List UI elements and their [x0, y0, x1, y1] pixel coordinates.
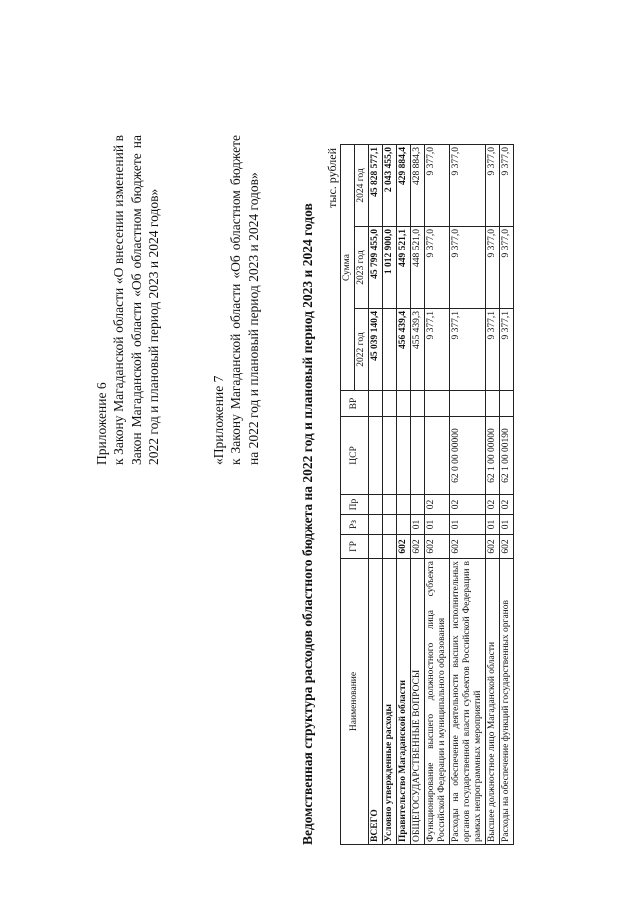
cell-amount-2023: 45 799 455,0 [369, 227, 383, 309]
cell-csr [425, 417, 450, 495]
col-vr-header: ВР [341, 391, 369, 417]
col-2024-header: 2024 год [355, 144, 369, 226]
cell-name: Правительство Магаданской области [397, 559, 411, 845]
cell-amount-2022: 456 439,4 [397, 309, 411, 391]
cell-amount-2022: 9 377,1 [450, 309, 486, 391]
cell-amount-2024: 428 884,3 [411, 144, 425, 226]
cell-amount-2022: 455 439,3 [411, 309, 425, 391]
cell-gr: 602 [486, 535, 500, 559]
cell-rz: 01 [425, 515, 450, 535]
cell-vr [397, 391, 411, 417]
cell-rz: 01 [486, 515, 500, 535]
cell-csr: 62 1 00 00000 [486, 417, 500, 495]
cell-amount-2022: 45 039 140,4 [369, 309, 383, 391]
table-row [397, 144, 411, 844]
cell-vr [425, 391, 450, 417]
col-name-header: Наименование [341, 559, 369, 845]
table-header [341, 144, 369, 844]
cell-amount-2023: 448 521,0 [411, 227, 425, 309]
cell-amount-2024: 2 043 455,0 [383, 144, 397, 226]
cell-amount-2022: 9 377,1 [425, 309, 450, 391]
cell-vr [383, 391, 397, 417]
cell-amount-2023: 9 377,0 [500, 227, 514, 309]
cell-csr: 62 1 00 00190 [500, 417, 514, 495]
budget-table [340, 144, 514, 845]
cell-csr: 62 0 00 00000 [450, 417, 486, 495]
table-row [411, 144, 425, 844]
cell-vr [500, 391, 514, 417]
annex-7-heading: «Приложение 7 [211, 375, 226, 465]
cell-pr [383, 495, 397, 515]
cell-rz [369, 515, 383, 535]
cell-csr [411, 417, 425, 495]
table-row [369, 144, 383, 844]
annex-7-header [210, 135, 262, 465]
cell-amount-2023: 9 377,0 [425, 227, 450, 309]
cell-amount-2023: 9 377,0 [450, 227, 486, 309]
cell-csr [397, 417, 411, 495]
cell-gr [369, 535, 383, 559]
table-row [425, 144, 450, 844]
cell-csr [383, 417, 397, 495]
cell-gr: 602 [450, 535, 486, 559]
cell-amount-2024: 45 828 577,1 [369, 144, 383, 226]
cell-name: Расходы на обеспечение деятельности высших исполнительных органов государственной власти субъектов Российской Федерации в рамках непрограммных мероприятий [450, 559, 486, 845]
cell-gr: 602 [500, 535, 514, 559]
cell-pr [397, 495, 411, 515]
cell-csr [369, 417, 383, 495]
col-csr-header: ЦСР [341, 417, 369, 495]
cell-amount-2022: 9 377,1 [500, 309, 514, 391]
table-row [500, 144, 514, 844]
cell-rz: 01 [450, 515, 486, 535]
annex-7-body: к Закону Магаданской области «Об областном бюджете на 2022 год и плановый период 2023 и 2024 годов» [228, 135, 261, 465]
col-rz-header: Рз [341, 515, 369, 535]
col-sum-header: Сумма [341, 144, 355, 390]
table-row [450, 144, 486, 844]
cell-amount-2022 [383, 309, 397, 391]
cell-vr [450, 391, 486, 417]
cell-rz: 01 [500, 515, 514, 535]
cell-rz [397, 515, 411, 535]
cell-vr [486, 391, 500, 417]
col-pr-header: Пр [341, 495, 369, 515]
table-row [486, 144, 500, 844]
col-2023-header: 2023 год [355, 227, 369, 309]
cell-rz [383, 515, 397, 535]
cell-name: ВСЕГО [369, 559, 383, 845]
col-2022-header: 2022 год [355, 309, 369, 391]
cell-name: Условно утвержденные расходы [383, 559, 397, 845]
cell-name: Функционирование высшего должностного лица субъекта Российской Федерации и муниципального образования [425, 559, 450, 845]
table-row [383, 144, 397, 844]
cell-gr [383, 535, 397, 559]
cell-vr [369, 391, 383, 417]
cell-pr [411, 495, 425, 515]
units-label: тыс. рублей [325, 148, 339, 208]
cell-pr [369, 495, 383, 515]
cell-gr: 602 [411, 535, 425, 559]
cell-amount-2024: 9 377,0 [450, 144, 486, 226]
cell-gr: 602 [425, 535, 450, 559]
annex-6-body: к Закону Магаданской области «О внесении изменений в Закон Магаданской области «Об областном бюджете на 2022 год и плановый период 2023 и 2024 годов» [111, 135, 161, 465]
cell-pr: 02 [500, 495, 514, 515]
cell-amount-2023: 1 012 900,0 [383, 227, 397, 309]
annex-6-heading: Приложение 6 [94, 382, 109, 465]
cell-amount-2024: 9 377,0 [486, 144, 500, 226]
cell-amount-2024: 9 377,0 [500, 144, 514, 226]
cell-vr [411, 391, 425, 417]
cell-amount-2024: 429 884,4 [397, 144, 411, 226]
cell-name: Расходы на обеспечение функций государственных органов [500, 559, 514, 845]
cell-pr: 02 [425, 495, 450, 515]
cell-name: ОБЩЕГОСУДАРСТВЕННЫЕ ВОПРОСЫ [411, 559, 425, 845]
cell-amount-2022: 9 377,1 [486, 309, 500, 391]
cell-gr: 602 [397, 535, 411, 559]
cell-pr: 02 [486, 495, 500, 515]
annex-6-header [93, 135, 162, 465]
cell-name: Высшее должностное лицо Магаданской области [486, 559, 500, 845]
cell-amount-2023: 449 521,1 [397, 227, 411, 309]
document-title: Ведомственная структура расходов областного бюджета на 2022 год и плановый период 2023 и 2024 годов [300, 203, 315, 845]
cell-pr: 02 [450, 495, 486, 515]
cell-amount-2024: 9 377,0 [425, 144, 450, 226]
cell-amount-2023: 9 377,0 [486, 227, 500, 309]
col-gr-header: ГР [341, 535, 369, 559]
table-body [369, 144, 514, 844]
cell-rz: 01 [411, 515, 425, 535]
